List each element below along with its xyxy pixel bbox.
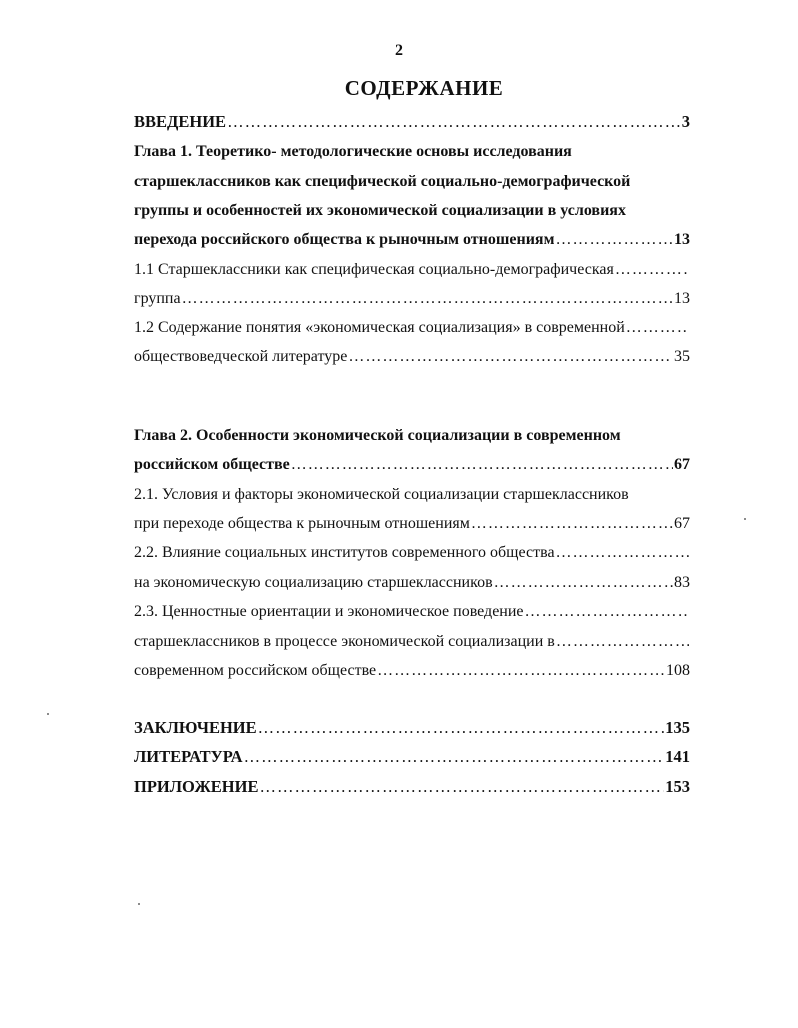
toc-entry-text: Глава 2. Особенности экономической социализации в современном (134, 427, 621, 444)
toc-entry-text: ВВЕДЕНИЕ (134, 112, 227, 131)
dot-leader (556, 631, 689, 653)
toc-entry-page: 67 (674, 456, 690, 473)
dot-leader (258, 717, 665, 739)
dot-leader (494, 572, 673, 594)
toc-entry-page: 141 (665, 747, 690, 766)
scan-speck (138, 903, 140, 905)
scan-speck (47, 713, 49, 715)
toc-entry-text: группа (134, 290, 181, 307)
toc-entry-page: 13 (674, 231, 690, 248)
dot-leader (377, 660, 665, 682)
toc-entry-text: 2.2. Влияние социальных институтов современного общества (134, 544, 555, 561)
toc-entry-page: 3 (681, 112, 690, 131)
toc-title: СОДЕРЖАНИЕ (344, 76, 504, 100)
table-of-contents (134, 0, 690, 1028)
toc-section-1-2-line-2[interactable] (134, 346, 690, 368)
toc-section-2-1-line-1[interactable] (134, 484, 690, 506)
dot-leader (259, 776, 664, 798)
dot-leader (291, 454, 673, 476)
toc-section-2-2-line-2[interactable] (134, 572, 690, 594)
dot-leader (227, 111, 681, 133)
dot-leader (555, 229, 673, 251)
toc-section-1-1-line-2[interactable] (134, 288, 690, 310)
toc-entry-text: ЗАКЛЮЧЕНИЕ (134, 718, 257, 737)
dot-leader (471, 513, 673, 535)
dot-leader (348, 346, 673, 368)
toc-entry-text: современном российском обществе (134, 662, 377, 679)
toc-chapter-2-line-2[interactable] (134, 454, 690, 476)
toc-entry-page: 153 (665, 777, 690, 796)
dot-leader (525, 601, 689, 623)
toc-section-2-1-line-2[interactable] (134, 513, 690, 535)
page-number: 2 (395, 42, 403, 59)
toc-entry-page: 83 (674, 574, 690, 591)
toc-entry-text: старшеклассников в процессе экономической социализации в (134, 633, 555, 650)
scan-speck (744, 518, 746, 520)
toc-entry-text: 2.3. Ценностные ориентации и экономическое поведение (134, 603, 524, 620)
toc-entry-text: 1.1 Старшеклассники как специфическая социально-демографическая (134, 261, 614, 278)
toc-entry-text: обществоведческой литературе (134, 348, 348, 365)
toc-entry-text: на экономическую социализацию старшеклассников (134, 574, 493, 591)
dot-leader (182, 288, 673, 310)
toc-chapter-1-line-1[interactable] (134, 141, 690, 163)
toc-entry-page: 35 (674, 348, 690, 365)
toc-entry-text: ЛИТЕРАТУРА (134, 747, 243, 766)
toc-entry-text: перехода российского общества к рыночным отношениям (134, 231, 555, 248)
toc-chapter-2-line-1[interactable] (134, 425, 690, 447)
toc-entry-page: 13 (674, 290, 690, 307)
toc-entry-page: 108 (666, 662, 690, 679)
toc-entry-conclusion[interactable] (134, 717, 690, 739)
dot-leader (626, 317, 689, 339)
toc-entry-text: группы и особенностей их экономической социализации в условиях (134, 202, 626, 219)
dot-leader (615, 259, 689, 281)
toc-section-2-3-line-3[interactable] (134, 660, 690, 682)
dot-leader (244, 746, 665, 768)
toc-entry-text: российском обществе (134, 456, 290, 473)
toc-entry-text: 2.1. Условия и факторы экономической социализации старшеклассников (134, 486, 629, 503)
toc-entry-text: старшеклассников как специфической социально-демографической (134, 173, 631, 190)
toc-section-2-3-line-2[interactable] (134, 631, 690, 653)
toc-section-1-2-line-1[interactable] (134, 317, 690, 339)
toc-entry-introduction[interactable] (134, 111, 690, 133)
toc-entry-text: Глава 1. Теоретико- методологические основы исследования (134, 143, 572, 160)
toc-entry-text: ПРИЛОЖЕНИЕ (134, 777, 259, 796)
toc-chapter-1-line-4[interactable] (134, 229, 690, 251)
toc-chapter-1-line-3[interactable] (134, 200, 690, 222)
toc-section-2-3-line-1[interactable] (134, 601, 690, 623)
toc-entry-text: при переходе общества к рыночным отношениям (134, 515, 470, 532)
dot-leader (556, 542, 689, 564)
toc-entry-literature[interactable] (134, 746, 690, 768)
toc-entry-page: 67 (674, 515, 690, 532)
toc-entry-page: 135 (665, 718, 690, 737)
toc-section-1-1-line-1[interactable] (134, 259, 690, 281)
toc-section-2-2-line-1[interactable] (134, 542, 690, 564)
toc-entry-appendix[interactable] (134, 776, 690, 798)
toc-chapter-1-line-2[interactable] (134, 171, 690, 193)
toc-entry-text: 1.2 Содержание понятия «экономическая социализация» в современной (134, 319, 625, 336)
